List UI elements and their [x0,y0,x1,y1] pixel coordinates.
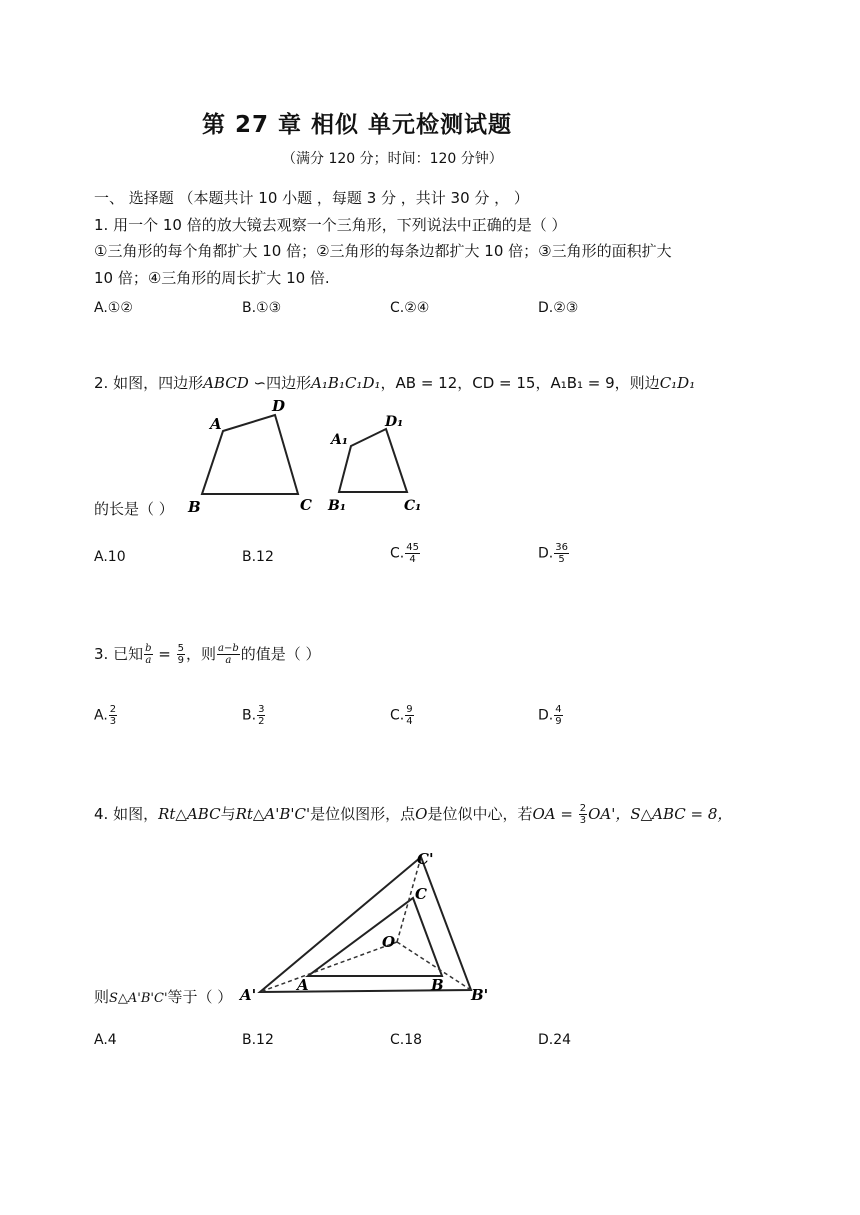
q3-option-d-num: 4 [555,704,562,715]
q3-option-b[interactable] [242,704,266,727]
label-c: C [415,885,427,903]
q3-option-a[interactable] [94,704,118,727]
q4-tail-area: S△A'B'C' [109,991,168,1006]
label-c: C [300,496,312,514]
q4-mid: 是位似图形，点 [310,805,416,823]
q1-option-b[interactable]: B.①③ [242,300,282,316]
label-d: D [272,397,286,415]
q1-stem-line3: 10 倍；④三角形的周长扩大 10 倍. [94,269,330,287]
q3-option-a-num: 2 [109,704,117,715]
triangle-abc [308,898,442,976]
q2-sim: ∽四边形 [248,374,312,392]
q4-rt2: Rt△A'B'C' [235,805,311,823]
q3-stem [94,643,321,666]
q3-tail: 的值是（ ） [240,645,321,663]
q4-stem [94,803,732,826]
q2-a1b1c1d1: A₁B₁C₁D₁ [311,374,381,392]
q2-target: C₁D₁ [659,374,696,392]
q3-mid: ，则 [185,645,216,663]
page-subtitle: （满分 120 分；时间：120 分钟） [282,151,503,167]
q4-tail-text: 等于（ ） [167,988,233,1006]
label-a: A [297,976,309,994]
q3-frac2-den: 9 [177,655,184,666]
q4-prefix: 4. 如图， [94,805,159,823]
q1-stem-line1: 1. 用一个 10 倍的放大镜去观察一个三角形，下列说法中正确的是（ ） [94,216,567,234]
q4-with: 与 [220,805,236,823]
q3-option-c-prefix: C. [390,707,405,724]
q4-frac-num: 2 [579,803,587,814]
q2-option-c[interactable] [390,542,421,565]
homothety-rays [260,857,471,992]
q2-abcd: ABCD [203,374,249,392]
page-title: 第 27 章 相似 单元检测试题 [202,112,513,138]
triangle-a1b1c1 [260,857,471,992]
label-b: B [188,498,201,516]
q4-figure [235,840,500,1008]
q4-frac-den: 3 [579,815,587,826]
q2-option-c-num: 45 [406,542,419,553]
q2-given: ，AB = 12，CD = 15，A₁B₁ = 9，则边 [380,374,660,392]
q3-option-c-num: 9 [406,704,413,715]
label-a1: A₁ [331,432,348,448]
q4-oa2: OA'， [588,805,631,823]
q3-option-a-den: 3 [109,716,117,727]
label-c-prime: C' [417,850,434,868]
label-b-prime: B' [471,986,489,1004]
label-b: B [431,976,444,994]
label-d1: D₁ [385,414,404,430]
q2-stem [94,372,695,393]
section-heading: 一、 选择题 （本题共计 10 小题 ，每题 3 分 ，共计 30 分 ， ） [94,189,529,207]
q1-stem-line2: ①三角形的每个角都扩大 10 倍；②三角形的每条边都扩大 10 倍；③三角形的面积扩大 [94,242,672,260]
q4-option-d[interactable]: D.24 [538,1032,572,1048]
q2-option-b[interactable]: B.12 [242,549,274,565]
q3-option-b-den: 2 [258,716,265,727]
q3-option-d[interactable] [538,704,564,727]
quad-a1b1c1d1 [339,429,407,492]
q3-eq: = [153,645,176,663]
q2-option-d-num: 36 [555,542,568,553]
q4-rt1: Rt△ABC [158,805,221,823]
q1-option-d[interactable]: D.②③ [538,300,579,316]
q3-option-c-den: 4 [406,716,413,727]
label-b1: B₁ [328,498,346,514]
q3-frac3-den: a [225,655,232,666]
q3-option-c[interactable] [390,704,415,727]
q3-option-b-prefix: B. [242,707,257,724]
q4-center: 是位似中心，若 [427,805,533,823]
q4-option-c[interactable]: C.18 [390,1032,423,1048]
q2-option-c-prefix: C. [390,545,405,562]
q4-oa: OA = [532,805,578,823]
q3-frac1-num: b [145,643,152,654]
q3-option-b-num: 3 [258,704,265,715]
q2-option-d-prefix: D. [538,545,554,562]
q3-option-d-prefix: D. [538,707,554,724]
q4-tail-prefix: 则 [94,988,110,1006]
q3-frac1-den: a [145,655,152,666]
q4-option-b[interactable]: B.12 [242,1032,274,1048]
q2-option-c-den: 4 [409,554,416,565]
q4-o: O [415,805,428,823]
q2-prefix: 2. 如图，四边形 [94,374,204,392]
q3-option-a-prefix: A. [94,707,108,724]
q3-frac2-num: 5 [177,643,184,654]
label-o: O [382,933,396,951]
q2-figure [180,392,440,517]
q1-option-c[interactable]: C.②④ [390,300,430,316]
label-c1: C₁ [404,498,422,514]
q2-tail: 的长是（ ） [94,500,174,518]
label-a: A [210,415,222,433]
label-a-prime: A' [240,986,257,1004]
q2-option-d[interactable] [538,542,570,565]
q3-prefix: 3. 已知 [94,645,144,663]
q3-option-d-den: 9 [555,716,562,727]
q4-area: S△ABC = 8， [630,805,733,823]
q2-option-a[interactable]: A.10 [94,549,126,565]
q3-frac3-num: a−b [218,643,239,654]
q1-option-a[interactable]: A.①② [94,300,133,316]
q4-option-a[interactable]: A.4 [94,1032,117,1048]
q2-option-d-den: 5 [558,554,565,565]
q4-tail [94,986,232,1007]
